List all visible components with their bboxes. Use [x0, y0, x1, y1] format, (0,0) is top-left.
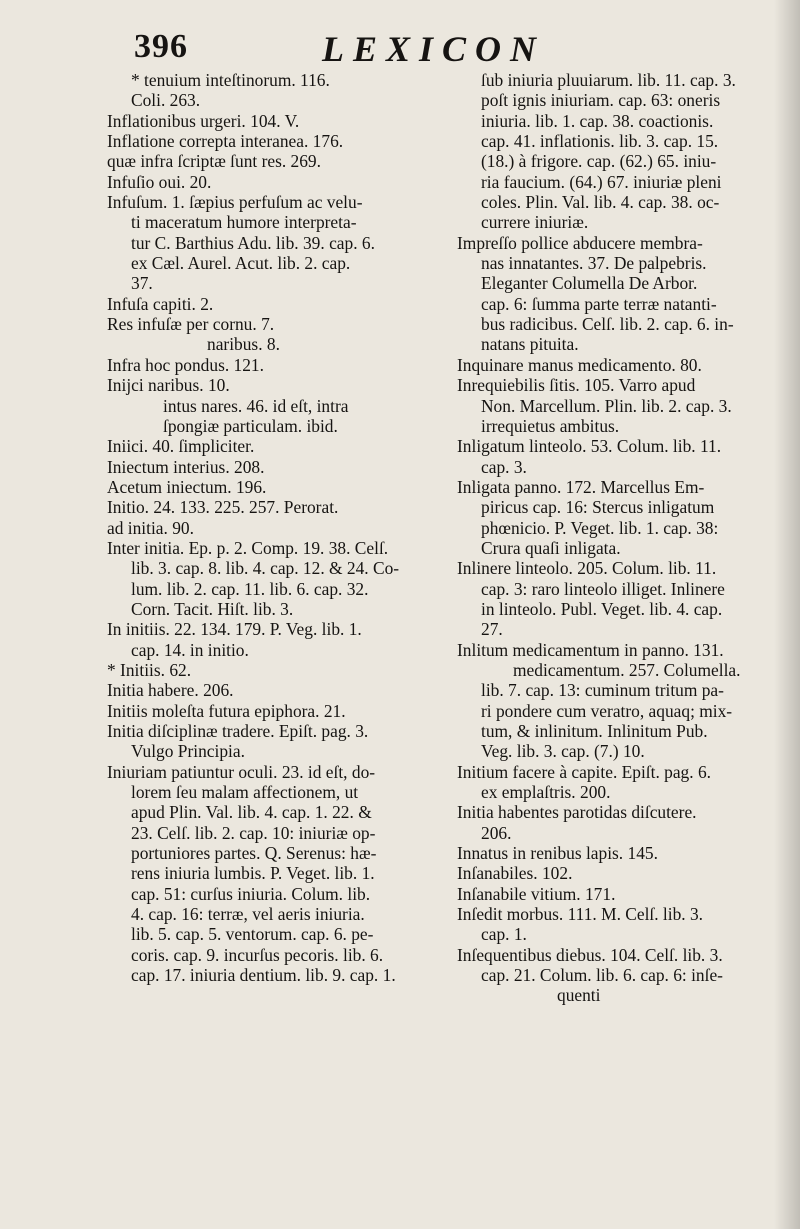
index-line: 37.	[131, 273, 153, 294]
index-line: Infuſum. 1. ſæpius perfuſum ac velu-	[107, 192, 363, 213]
index-line: 4. cap. 16: terræ, vel aeris iniuria.	[131, 904, 365, 925]
index-line: Crura quaſi inligata.	[481, 537, 621, 558]
index-line: piricus cap. 16: Stercus inligatum	[481, 497, 715, 518]
index-line: cap. 3: raro linteolo illiget. Inlinere	[481, 578, 725, 599]
index-line: Inſanabile vitium. 171.	[457, 883, 616, 904]
running-head: LEXICON	[322, 29, 546, 69]
index-line: Veg. lib. 3. cap. (7.) 10.	[481, 741, 645, 762]
index-line: (18.) à frigore. cap. (62.) 65. iniu-	[481, 151, 717, 172]
page-number: 396	[134, 28, 188, 65]
index-line: Initia habentes parotidas diſcutere.	[457, 802, 697, 823]
index-line: ti maceratum humore interpreta-	[131, 212, 357, 233]
left-column	[107, 70, 450, 985]
index-line: ex emplaſtris. 200.	[481, 782, 611, 803]
index-line: Inlitum medicamentum in panno. 131.	[457, 639, 724, 660]
index-line: natans pituita.	[481, 334, 579, 355]
index-line: Initia diſciplinæ tradere. Epiſt. pag. 3.	[107, 721, 369, 741]
index-line: lib. 3. cap. 8. lib. 4. cap. 12. & 24. Co-	[131, 558, 400, 579]
index-line: Non. Marcellum. Plin. lib. 2. cap. 3.	[481, 395, 732, 416]
index-line: Inligata panno. 172. Marcellus Em-	[457, 476, 705, 497]
index-line: quenti	[557, 985, 601, 1006]
index-line: cap. 14. in initio.	[131, 639, 249, 660]
index-line: Initio. 24. 133. 225. 257. Perorat.	[107, 497, 339, 518]
index-line: ſub iniuria pluuiarum. lib. 11. cap. 3.	[481, 70, 736, 90]
index-line: ſpongiæ particulam. ibid.	[163, 415, 338, 436]
index-line: irrequietus ambitus.	[481, 415, 620, 436]
index-line: Iniectum interius. 208.	[107, 456, 265, 477]
index-line: 27.	[481, 619, 503, 640]
index-line: Inter initia. Ep. p. 2. Comp. 19. 38. Celſ.	[107, 537, 389, 558]
index-line: Inlinere linteolo. 205. Colum. lib. 11.	[457, 558, 717, 579]
index-line: Impreſſo pollice abducere membra-	[457, 232, 703, 253]
index-line: lorem ſeu malam affectionem, ut	[131, 782, 359, 803]
index-line: ria faucium. (64.) 67. iniuriæ pleni	[481, 171, 722, 192]
index-line: quæ infra ſcriptæ ſunt res. 269.	[107, 151, 321, 172]
index-line: In initiis. 22. 134. 179. P. Veg. lib. 1.	[107, 619, 362, 640]
index-line: Inſequentibus diebus. 104. Celſ. lib. 3.	[457, 944, 723, 965]
index-line: bus radicibus. Celſ. lib. 2. cap. 6. in-	[481, 314, 734, 335]
index-line: naribus. 8.	[207, 334, 280, 355]
index-line: cap. 17. iniuria dentium. lib. 9. cap. 1.	[131, 965, 396, 986]
index-line: Acetum iniectum. 196.	[107, 476, 267, 497]
index-line: coles. Plin. Val. lib. 4. cap. 38. oc-	[481, 192, 720, 213]
index-line: phœnicio. P. Veget. lib. 1. cap. 38:	[481, 517, 719, 538]
index-line: poſt ignis iniuriam. cap. 63: oneris	[481, 90, 721, 111]
index-line: Innatus in renibus lapis. 145.	[457, 843, 658, 864]
index-line: iniuria. lib. 1. cap. 38. coactionis.	[481, 110, 714, 131]
index-line: * Initiis. 62.	[107, 659, 192, 680]
index-line: Infra hoc pondus. 121.	[107, 354, 264, 375]
index-line: cap. 41. inflationis. lib. 3. cap. 15.	[481, 131, 719, 152]
index-line: ri pondere cum veratro, aquaq; mix-	[481, 700, 733, 721]
index-line: cap. 21. Colum. lib. 6. cap. 6: inſe-	[481, 965, 723, 986]
index-line: Initium facere à capite. Epiſt. pag. 6.	[457, 761, 711, 782]
index-line: lum. lib. 2. cap. 11. lib. 6. cap. 32.	[131, 578, 369, 599]
index-line: cap. 6: ſumma parte terræ natanti-	[481, 293, 717, 314]
index-line: lib. 5. cap. 5. ventorum. cap. 6. pe-	[131, 924, 374, 945]
index-line: Res infuſæ per cornu. 7.	[107, 314, 275, 335]
index-line: Coli. 263.	[131, 90, 201, 111]
index-line: in linteolo. Publ. Veget. lib. 4. cap.	[481, 598, 723, 619]
index-line: intus nares. 46. id eſt, intra	[163, 395, 349, 416]
index-line: tum, & inlinitum. Inlinitum Pub.	[481, 721, 708, 741]
index-line: apud Plin. Val. lib. 4. cap. 1. 22. &	[131, 802, 372, 823]
index-line: lib. 7. cap. 13: cuminum tritum pa-	[481, 680, 724, 701]
index-line: 206.	[481, 822, 512, 843]
index-line: currere iniuriæ.	[481, 212, 589, 233]
index-line: cap. 1.	[481, 924, 527, 945]
index-line: Inquinare manus medicamento. 80.	[457, 354, 702, 375]
index-line: ad initia. 90.	[107, 517, 194, 538]
index-line: Corn. Tacit. Hiſt. lib. 3.	[131, 598, 294, 619]
index-line: Inflatione correpta interanea. 176.	[107, 131, 344, 152]
index-line: Iniici. 40. ſimpliciter.	[107, 436, 255, 457]
index-line: portuniores partes. Q. Serenus: hæ-	[131, 843, 377, 864]
index-line: tur C. Barthius Adu. lib. 39. cap. 6.	[131, 232, 375, 253]
index-line: Inligatum linteolo. 53. Colum. lib. 11.	[457, 436, 722, 457]
index-line: * tenuium inteſtinorum. 116.	[131, 70, 330, 90]
index-line: Eleganter Columella De Arbor.	[481, 273, 698, 294]
index-line: Initiis moleſta futura epiphora. 21.	[107, 700, 346, 721]
index-line: Inflationibus urgeri. 104. V.	[107, 110, 300, 131]
index-line: Initia habere. 206.	[107, 680, 234, 701]
index-line: 23. Celſ. lib. 2. cap. 10: iniuriæ op-	[131, 822, 376, 843]
index-line: Inijci naribus. 10.	[107, 375, 230, 396]
page-gutter-shadow	[774, 0, 800, 1229]
index-line: Inſanabiles. 102.	[457, 863, 573, 884]
index-line: Inrequiebilis ſitis. 105. Varro apud	[457, 375, 696, 396]
index-line: cap. 3.	[481, 456, 527, 477]
index-line: Infuſa capiti. 2.	[107, 293, 214, 314]
index-line: Inſedit morbus. 111. M. Celſ. lib. 3.	[457, 904, 704, 925]
index-line: Infuſio oui. 20.	[107, 171, 212, 192]
index-line: nas innatantes. 37. De palpebris.	[481, 253, 707, 274]
index-line: medicamentum. 257. Columella.	[513, 659, 741, 680]
right-column	[457, 70, 771, 1006]
index-line: coris. cap. 9. incurſus pecoris. lib. 6.	[131, 944, 384, 965]
index-line: rens iniuria lumbis. P. Veget. lib. 1.	[131, 863, 375, 884]
index-line: cap. 51: curſus iniuria. Colum. lib.	[131, 883, 371, 904]
index-line: Iniuriam patiuntur oculi. 23. id eſt, do-	[107, 761, 376, 782]
index-line: ex Cæl. Aurel. Acut. lib. 2. cap.	[131, 253, 351, 274]
index-line: Vulgo Principia.	[131, 741, 245, 762]
